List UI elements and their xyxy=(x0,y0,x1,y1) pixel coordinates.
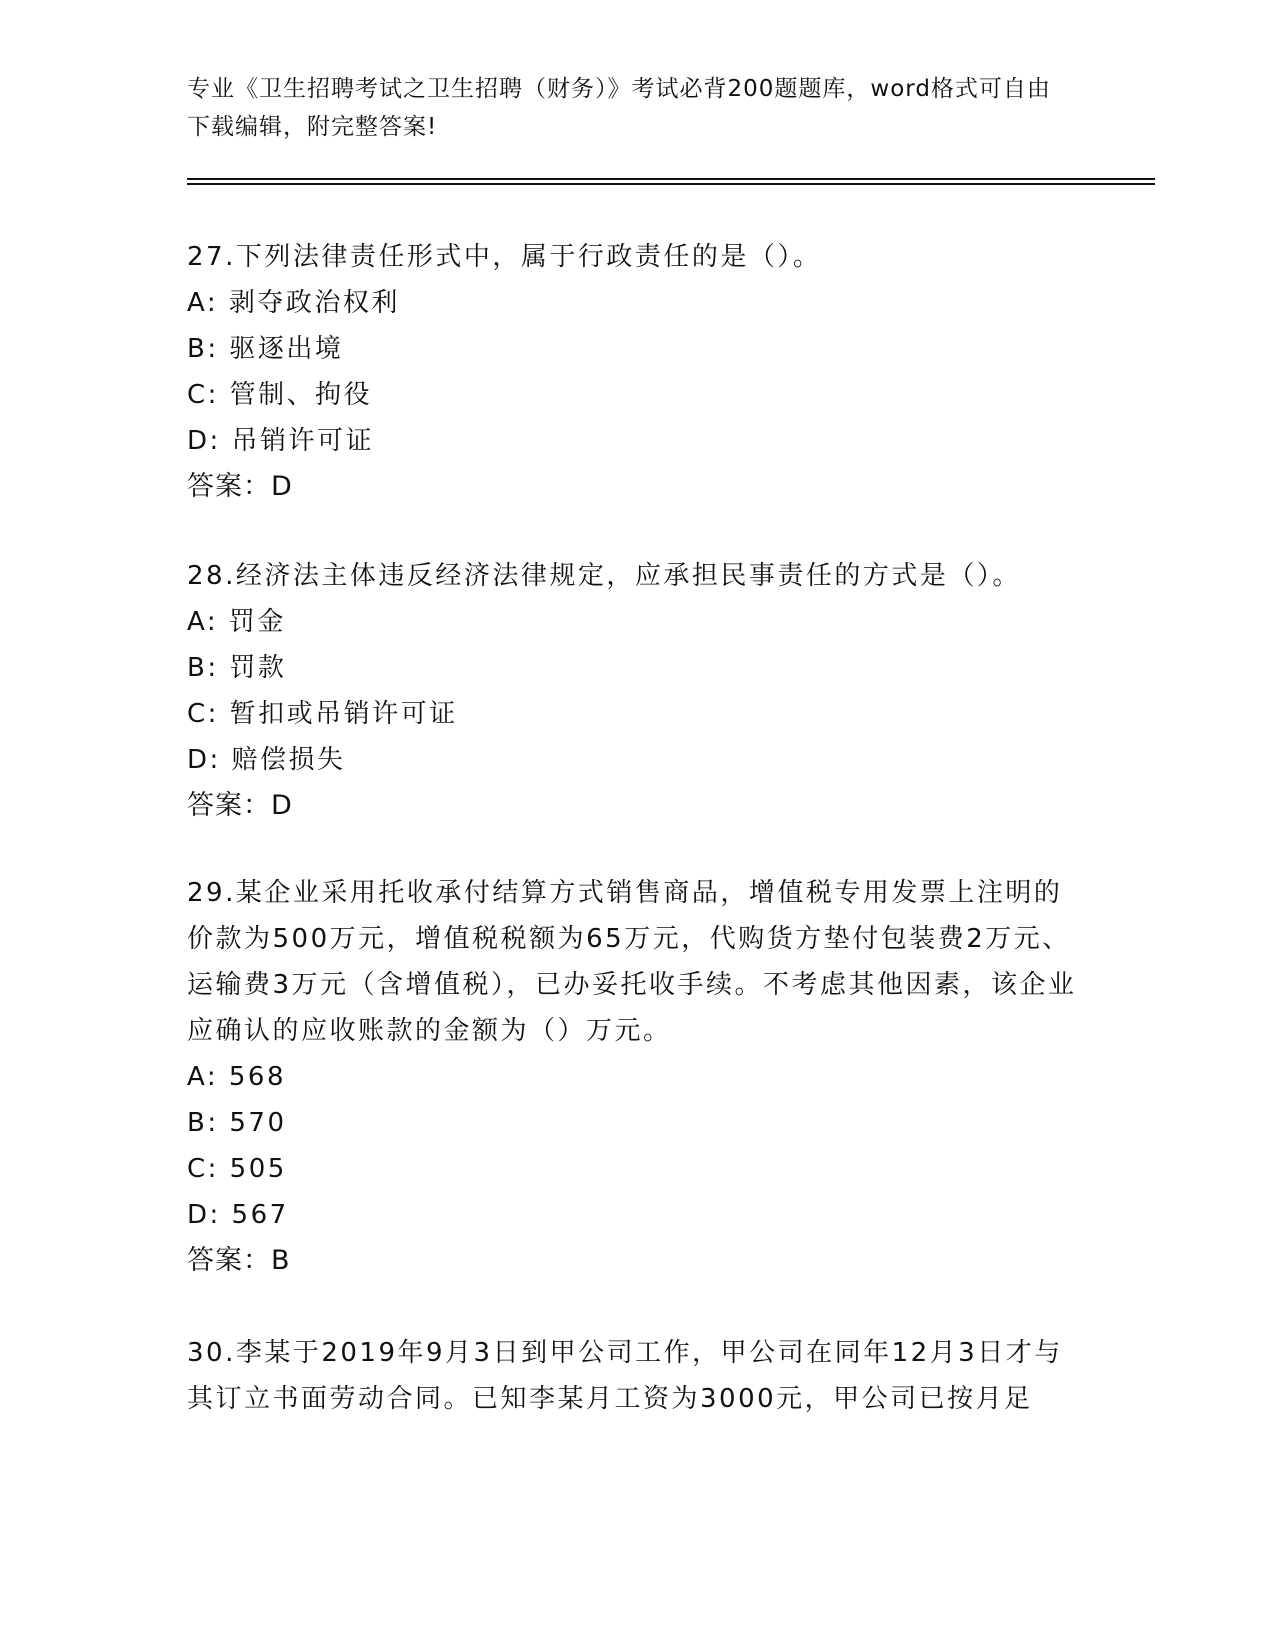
document-intro: 专业《卫生招聘考试之卫生招聘（财务）》考试必背200题题库，word格式可自由下载编辑，附完整答案! xyxy=(187,76,1051,140)
option-b: B: 罚款 xyxy=(187,653,287,683)
option-c: C: 暂扣或吊销许可证 xyxy=(187,699,458,729)
option-c: C: 管制、拘役 xyxy=(187,380,373,410)
question-30 xyxy=(187,1330,1087,1422)
header-divider-top xyxy=(187,178,1155,180)
option-b: B: 570 xyxy=(187,1108,287,1138)
question-29 xyxy=(187,870,1087,1284)
option-b: B: 驱逐出境 xyxy=(187,334,344,364)
option-a: A: 罚金 xyxy=(187,607,286,637)
question-27 xyxy=(187,234,1087,510)
question-28 xyxy=(187,553,1087,829)
option-d: D: 吊销许可证 xyxy=(187,426,375,456)
answer-label: 答案：D xyxy=(187,790,293,821)
option-a: A: 568 xyxy=(187,1062,286,1092)
question-stem: 29.某企业采用托收承付结算方式销售商品，增值税专用发票上注明的价款为500万元，增值税税额为65万元，代购货方垫付包装费2万元、运输费3万元（含增值税），已办妥托收手续。不考虑其他因素，该企业应确认的应收账款的金额为（）万元。 xyxy=(187,878,1077,1046)
header-divider-bottom xyxy=(187,183,1155,185)
option-d: D: 赔偿损失 xyxy=(187,745,346,775)
answer-label: 答案：B xyxy=(187,1245,291,1276)
option-c: C: 505 xyxy=(187,1154,287,1184)
question-stem: 30.李某于2019年9月3日到甲公司工作，甲公司在同年12月3日才与其订立书面劳动合同。已知李某月工资为3000元，甲公司已按月足 xyxy=(187,1338,1063,1414)
question-stem: 28.经济法主体违反经济法律规定，应承担民事责任的方式是（）。 xyxy=(187,561,1021,591)
option-a: A: 剥夺政治权利 xyxy=(187,288,400,318)
option-d: D: 567 xyxy=(187,1200,289,1230)
question-stem: 27.下列法律责任形式中，属于行政责任的是（）。 xyxy=(187,242,822,272)
answer-label: 答案：D xyxy=(187,471,293,502)
